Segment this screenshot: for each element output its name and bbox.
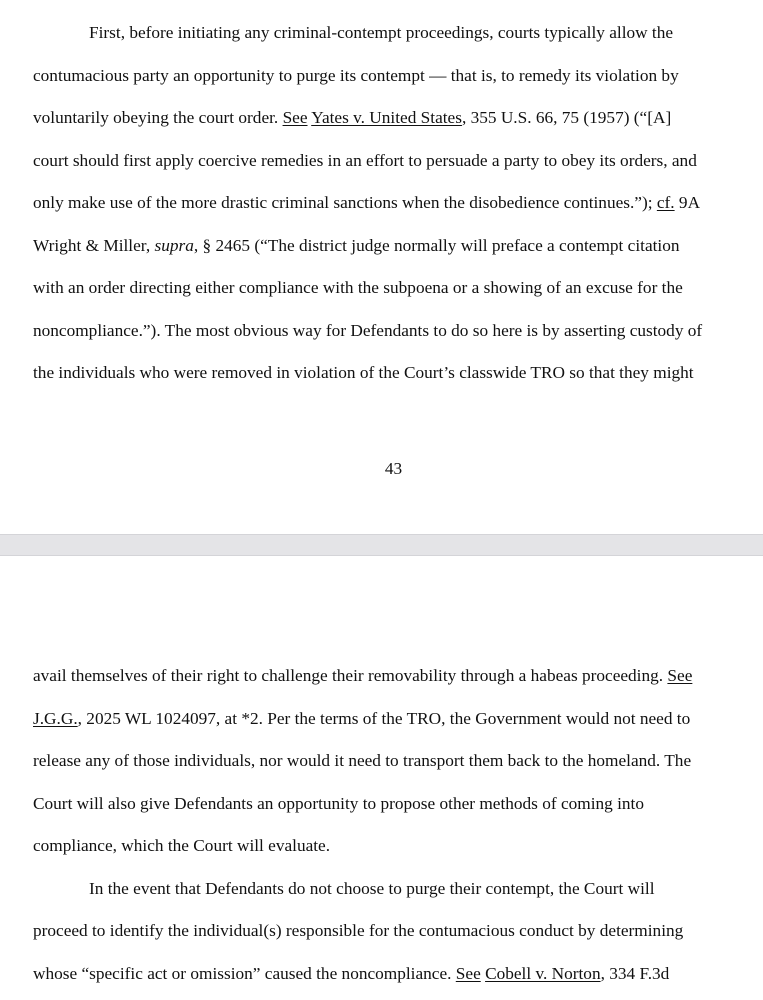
body-text: court should first apply coercive remedies in an effort to persuade a party to obey its orders, and [33, 150, 697, 170]
text-line [33, 868, 757, 911]
body-text: , § 2465 (“The district judge normally will preface a contempt citation [193, 235, 680, 255]
text-line [33, 12, 757, 55]
citation-text: See [282, 108, 308, 127]
body-text: proceed to identify the individual(s) responsible for the contumacious conduct by determining [33, 921, 684, 940]
body-text: 9A [674, 193, 701, 212]
body-text: whose “specific act or omission” caused the noncompliance. [33, 963, 456, 983]
text-line [33, 140, 757, 183]
body-text: , 334 F.3d [600, 963, 670, 983]
body-text: Wright & Miller, [33, 235, 155, 255]
citation-text: See [667, 666, 693, 685]
italic-text: supra [154, 235, 194, 255]
text-line [33, 97, 757, 140]
page-number: 43 [384, 459, 403, 478]
body-text: , 2025 WL 1024097, at *2. Per the terms of the TRO, the Government would not need to [77, 708, 691, 728]
page-text-top [33, 12, 757, 395]
text-line [33, 910, 757, 953]
text-line [33, 310, 757, 353]
document-page-bottom [0, 556, 763, 1000]
body-text: In the event that Defendants do not choose to purge their contempt, the Court will [89, 878, 655, 898]
text-line [33, 783, 757, 826]
body-text: compliance, which the Court will evaluate. [33, 836, 331, 855]
body-text: voluntarily obeying the court order. [33, 108, 283, 127]
body-text: only make use of the more drastic criminal sanctions when the disobedience continues.”); [33, 193, 657, 212]
text-line [33, 352, 757, 395]
citation-text: Yates v. United States [311, 108, 462, 127]
body-text: First, before initiating any criminal-contempt proceedings, courts typically allow the [89, 23, 674, 42]
body-text: Court will also give Defendants an opportunity to propose other methods of coming into [33, 793, 644, 813]
citation-text: cf. [656, 193, 675, 212]
text-line [33, 182, 757, 225]
body-text: the individuals who were removed in violation of the Court’s classwide TRO so that they might [33, 363, 694, 382]
text-line [33, 267, 757, 310]
body-text: , 355 U.S. 66, 75 (1957) (“[A] [461, 108, 672, 127]
text-line [33, 953, 757, 996]
citation-text: Cobell v. Norton [485, 963, 601, 983]
body-text: with an order directing either compliance with the subpoena or a showing of an excuse for the [33, 278, 683, 297]
citation-text: See [455, 963, 481, 983]
text-line [33, 825, 757, 868]
body-text: contumacious party an opportunity to purge its contempt — that is, to remedy its violation by [33, 65, 679, 85]
text-line [33, 698, 757, 741]
page-separator [0, 534, 763, 556]
citation-text: J.G.G. [33, 708, 78, 728]
page-text-bottom [33, 655, 757, 995]
text-line [33, 225, 757, 268]
body-text: avail themselves of their right to challenge their removability through a habeas proceeding. [33, 666, 668, 685]
text-line [33, 740, 757, 783]
body-text: noncompliance.”). The most obvious way for Defendants to do so here is by asserting custody of [33, 320, 703, 340]
text-line [33, 655, 757, 698]
text-line [33, 55, 757, 98]
body-text: release any of those individuals, nor would it need to transport them back to the homeland. The [33, 751, 692, 770]
